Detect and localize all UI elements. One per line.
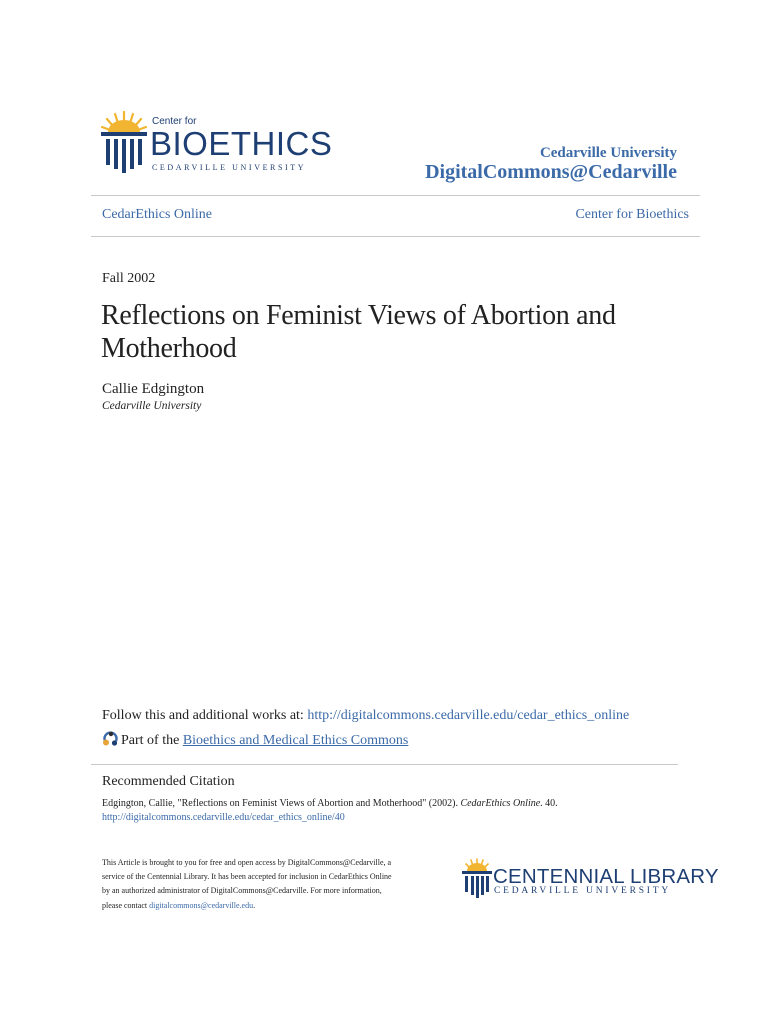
header-divider bbox=[91, 195, 700, 196]
bioethics-logo-icon bbox=[101, 110, 147, 180]
nav-divider bbox=[91, 236, 700, 237]
author-name: Callie Edgington bbox=[102, 381, 205, 397]
citation-journal: CedarEthics Online bbox=[460, 798, 541, 809]
logo-title: BIOETHICS bbox=[150, 125, 333, 162]
university-link[interactable]: Cedarville University bbox=[539, 145, 677, 161]
contact-email-link[interactable]: digitalcommons@cedarville.edu bbox=[149, 900, 254, 910]
repository-link[interactable]: DigitalCommons@Cedarville bbox=[425, 161, 677, 183]
publication-date: Fall 2002 bbox=[102, 271, 156, 286]
logo-subtitle: CEDARVILLE UNIVERSITY bbox=[152, 163, 307, 172]
citation-body: Edgington, Callie, "Reflections on Feminist Views of Abortion and Motherhood" (2002). bbox=[102, 798, 461, 809]
part-of-line bbox=[102, 730, 408, 749]
access-note-text: This Article is brought to you for free and open access by DigitalCommons@Cedarville, a service of the Centennial Library. It has been accepted for inclusion in CedarEthics Online by an authorized administrator of DigitalCommons@Cedarville. For more information, please contact bbox=[102, 858, 392, 910]
centennial-logo-title: CENTENNIAL LIBRARY bbox=[493, 865, 719, 888]
access-note-end: . bbox=[253, 900, 256, 910]
nav-center-link[interactable]: Center for Bioethics bbox=[575, 207, 689, 222]
follow-label: Follow this and additional works at: bbox=[102, 708, 308, 723]
nav-cedarethics-link[interactable]: CedarEthics Online bbox=[102, 207, 213, 222]
centennial-logo-icon bbox=[462, 858, 492, 900]
logo-small-text: Center for bbox=[152, 116, 197, 127]
part-of-label: Part of the bbox=[121, 733, 183, 748]
network-commons-icon bbox=[102, 730, 119, 747]
article-title: Reflections on Feminist Views of Abortion and Motherhood bbox=[101, 300, 616, 364]
citation-divider bbox=[91, 764, 678, 765]
citation-heading: Recommended Citation bbox=[102, 774, 235, 789]
citation-text bbox=[102, 797, 682, 825]
collection-url-link[interactable]: http://digitalcommons.cedarville.edu/cedar_ethics_online bbox=[307, 708, 630, 723]
centennial-logo-subtitle: CEDARVILLE UNIVERSITY bbox=[494, 886, 672, 896]
follow-line bbox=[102, 708, 629, 724]
access-note bbox=[102, 856, 392, 913]
commons-link[interactable]: Bioethics and Medical Ethics Commons bbox=[182, 733, 409, 748]
citation-number: . 40. bbox=[540, 798, 558, 809]
citation-url-link[interactable]: http://digitalcommons.cedarville.edu/cedar_ethics_online/40 bbox=[102, 812, 345, 823]
author-affiliation: Cedarville University bbox=[102, 400, 202, 412]
